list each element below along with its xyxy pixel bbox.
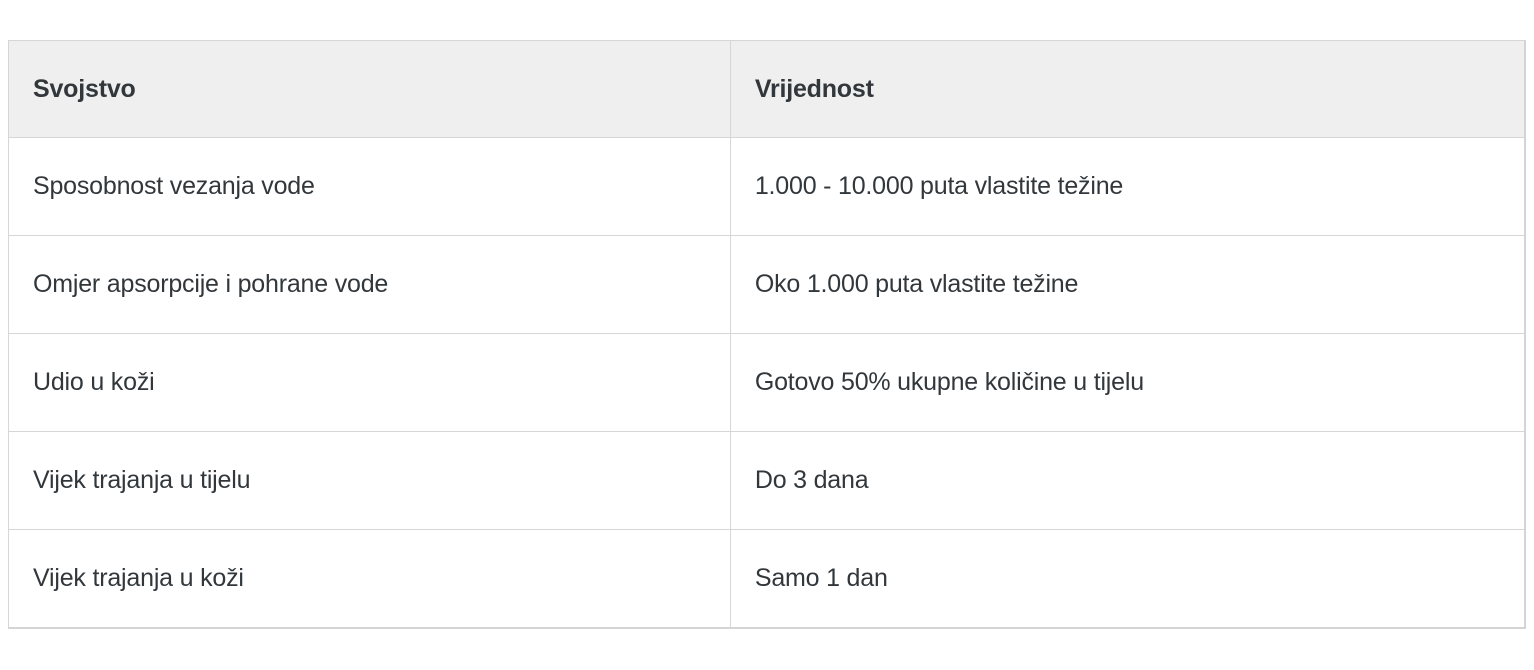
table-row (9, 138, 1526, 236)
property-cell: Omjer apsorpcije i pohrane vode (9, 236, 731, 334)
table-row (9, 432, 1526, 530)
table-body (9, 138, 1526, 628)
table-row (9, 334, 1526, 432)
value-cell: Do 3 dana (730, 432, 1525, 530)
column-header-vrijednost: Vrijednost (730, 41, 1525, 138)
property-cell: Sposobnost vezanja vode (9, 138, 731, 236)
property-cell: Vijek trajanja u tijelu (9, 432, 731, 530)
table-row (9, 530, 1526, 628)
header-row (9, 41, 1526, 138)
table-header (9, 41, 1526, 138)
value-cell: Samo 1 dan (730, 530, 1525, 628)
value-cell: Gotovo 50% ukupne količine u tijelu (730, 334, 1525, 432)
value-cell: 1.000 - 10.000 puta vlastite težine (730, 138, 1525, 236)
property-cell: Vijek trajanja u koži (9, 530, 731, 628)
properties-table (8, 40, 1526, 629)
property-cell: Udio u koži (9, 334, 731, 432)
table-row (9, 236, 1526, 334)
value-cell: Oko 1.000 puta vlastite težine (730, 236, 1525, 334)
column-header-svojstvo: Svojstvo (9, 41, 731, 138)
